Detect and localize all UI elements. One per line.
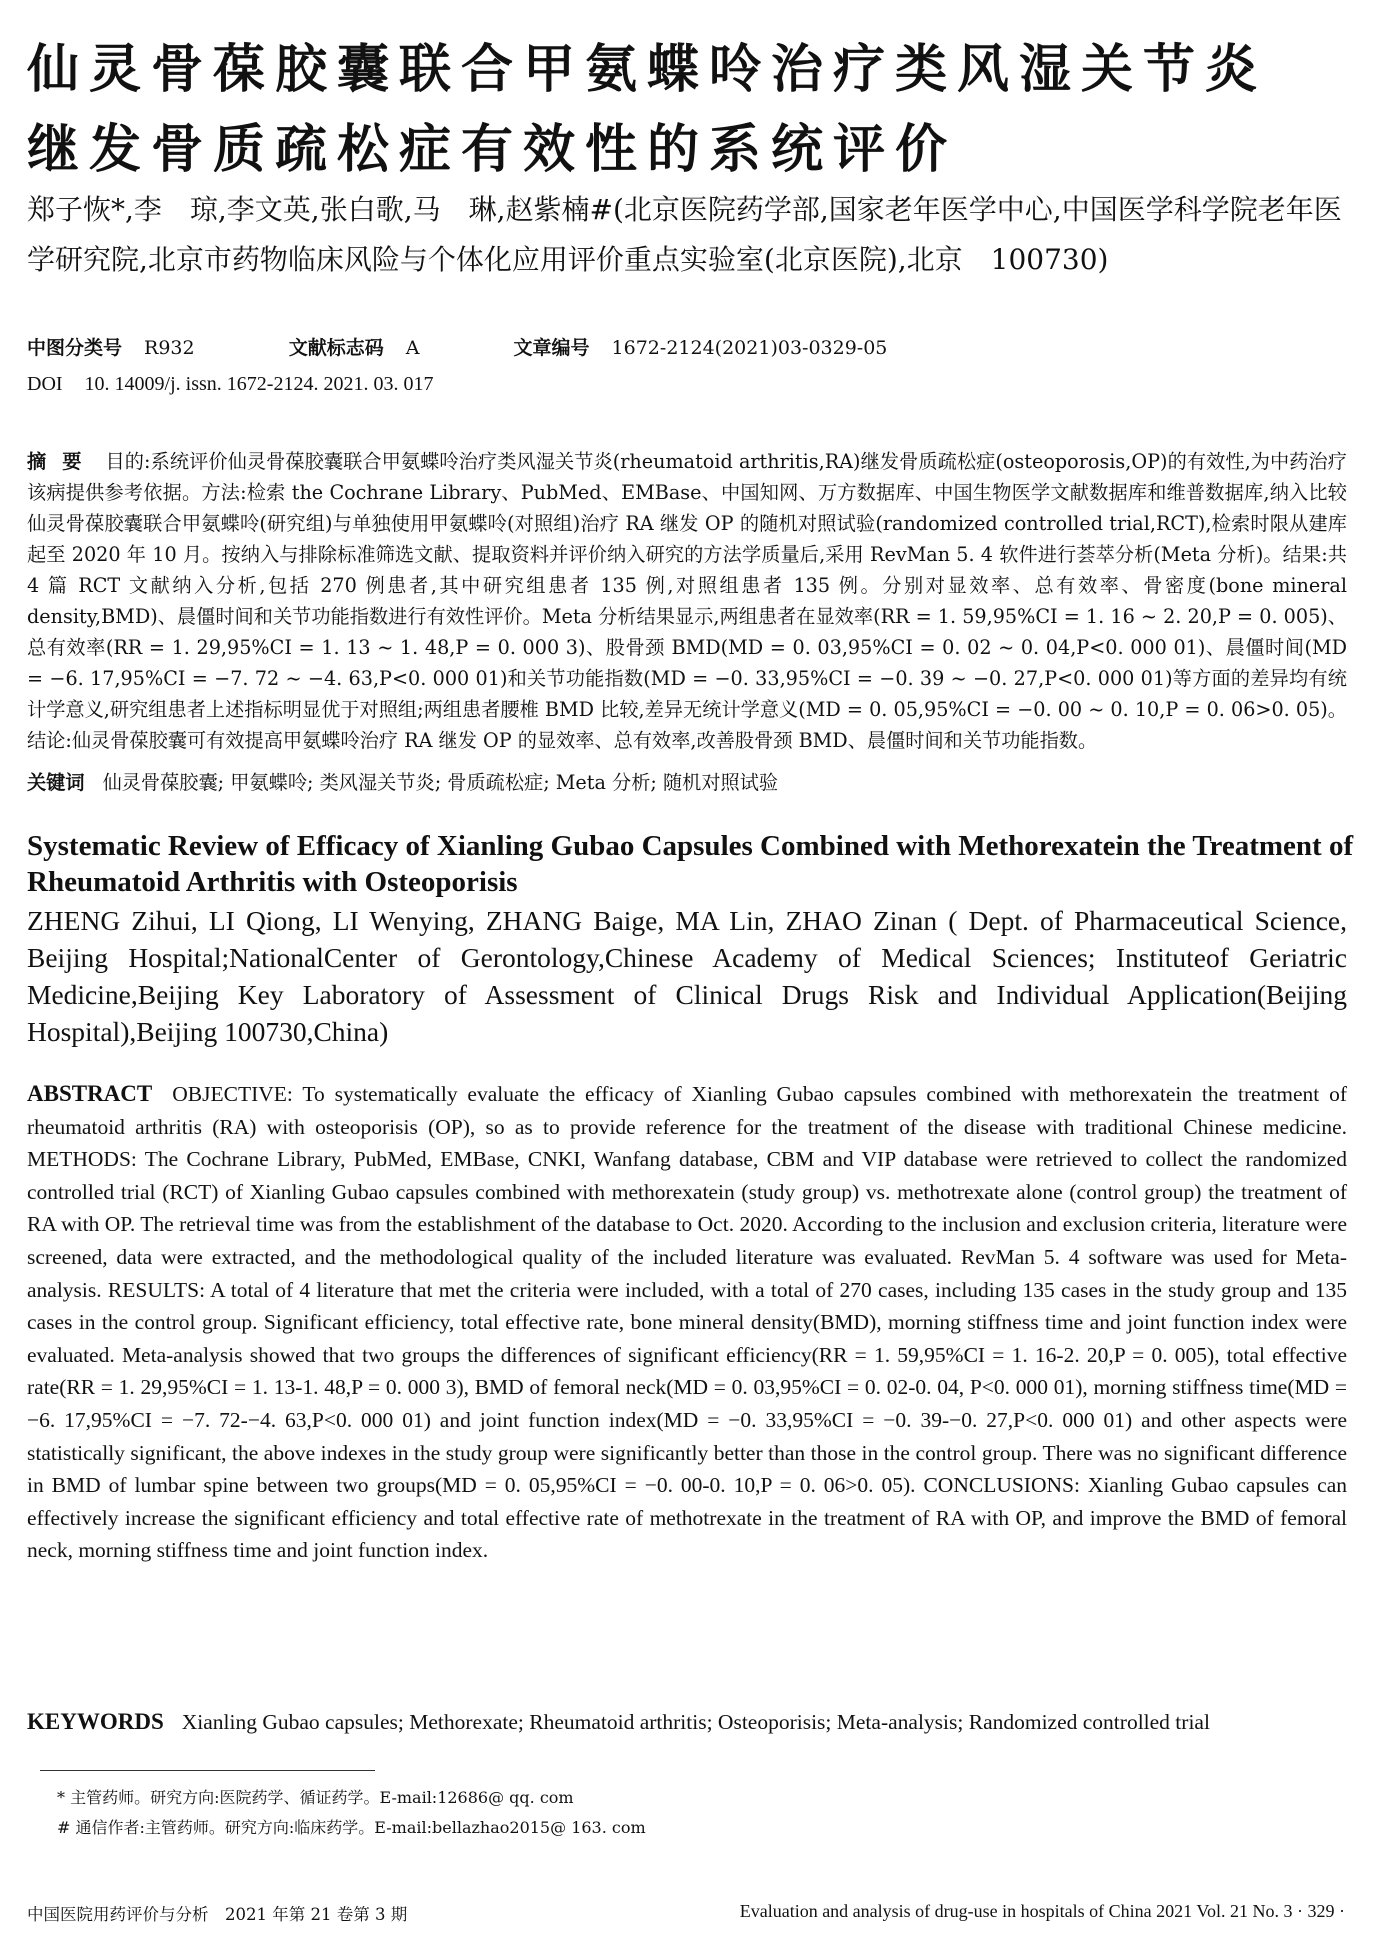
chinese-title bbox=[27, 30, 1357, 190]
english-abstract-text: OBJECTIVE: To systematically evaluate the efficacy of Xianling Gubao capsules combined with methorexatein the treatment of rheumatoid arthritis (RA) with osteoporisis (OP), so as to provide reference for the treatment of the disease with traditional Chinese medicine. METHODS: The Cochrane Library, PubMed, EMBase, CNKI, Wanfang database, CBM and VIP database were retrieved to collect the randomized controlled trial (RCT) of Xianling Gubao capsules combined with methorexatein (study group) vs. methotrexate alone (control group) the treatment of RA with OP. The retrieval time was from the establishment of the database to Oct. 2020. According to the inclusion and exclusion criteria, literature were screened, data were extracted, and the methodological quality of the included literature was evaluated. RevMan 5. 4 software was used for Meta-analysis. RESULTS: A total of 4 literature that met the criteria were included, with a total of 270 cases, including 135 cases in the study group and 135 cases in the control group. Significant efficiency, total effective rate, bone mineral density(BMD), morning stiffness time and joint function index were evaluated. Meta-analysis showed that two groups the differences of significant efficiency(RR = 1. 59,95%CI = 1. 16-2. 20,P = 0. 005), total effective rate(RR = 1. 29,95%CI = 1. 13-1. 48,P = 0. 000 3), BMD of femoral neck(MD = 0. 03,95%CI = 0. 02-0. 04, P<0. 000 01), morning stiffness time(MD = −6. 17,95%CI = −7. 72-−4. 63,P<0. 000 01) and joint function index(MD = −0. 33,95%CI = −0. 39-−0. 27,P<0. 000 01) and other aspects were statistically significant, the above indexes in the study group were significantly better than those in the control group. There was no significant difference in BMD of lumbar spine between two groups(MD = 0. 05,95%CI = −0. 00-0. 10,P = 0. 06>0. 05). CONCLUSIONS: Xianling Gubao capsules can effectively increase the significant efficiency and total effective rate of methotrexate in the treatment of RA with OP, and improve the BMD of femoral neck, morning stiffness time and joint function index. bbox=[27, 1082, 1347, 1563]
doi-row bbox=[27, 373, 433, 396]
journal-footer-english: Evaluation and analysis of drug-use in hospitals of China 2021 Vol. 21 No. 3 · 329 · bbox=[739, 1901, 1345, 1921]
english-abstract bbox=[27, 1078, 1347, 1567]
classification-row bbox=[27, 333, 887, 360]
chinese-abstract-label: 摘要 bbox=[27, 450, 98, 473]
english-authors-affiliation: ZHENG Zihui, LI Qiong, LI Wenying, ZHANG Baige, MA Lin, ZHAO Zinan ( Dept. of Pharmaceutical Science, Beijing Hospital;NationalCenter of Gerontology,Chinese Academy of Medical Sciences; Instituteof Geriatric Medicine,Beijing Key Laboratory of Assessment of Clinical Drugs Risk and Individual Application(Beijing Hospital),Beijing 100730,China) bbox=[27, 905, 1347, 1047]
article-number-label: 文章编号 bbox=[513, 337, 590, 359]
doi-label: DOI bbox=[27, 373, 63, 395]
footnote-corresponding-author: # 通信作者:主管药师。研究方向:临床药学。E-mail:bellazhao2015@ 163. com bbox=[57, 1818, 646, 1837]
journal-footer-chinese: 中国医院用药评价与分析 2021 年第 21 卷第 3 期 bbox=[27, 1905, 408, 1924]
english-title: Systematic Review of Efficacy of Xianling Gubao Capsules Combined with Methorexatein the Treatment of Rheumatoid Arthritis with Osteoporisis bbox=[27, 830, 1354, 898]
chinese-title-line-1: 仙灵骨葆胶囊联合甲氨蝶呤治疗类风湿关节炎 bbox=[27, 40, 1268, 100]
document-code-value: A bbox=[405, 337, 420, 359]
chinese-authors-affiliation: 郑子恢*,李 琼,李文英,张白歌,马 琳,赵紫楠#(北京医院药学部,国家老年医学中心,中国医学科学院老年医学研究院,北京市药物临床风险与个体化应用评价重点实验室(北京医院),北京 100730) bbox=[27, 193, 1342, 276]
english-keywords-text: Xianling Gubao capsules; Methorexate; Rheumatoid arthritis; Osteoporisis; Meta-analysis; Randomized controlled trial bbox=[181, 1710, 1210, 1734]
chinese-keywords bbox=[27, 768, 1347, 798]
english-keywords-label: KEYWORDS bbox=[27, 1709, 164, 1734]
document-code-label: 文献标志码 bbox=[288, 337, 384, 359]
doi-value: 10. 14009/j. issn. 1672-2124. 2021. 03. 017 bbox=[84, 373, 434, 395]
english-keywords bbox=[27, 1706, 1347, 1738]
footnote-first-author: * 主管药师。研究方向:医院药学、循证药学。E-mail:12686@ qq. com bbox=[57, 1788, 574, 1807]
english-abstract-label: ABSTRACT bbox=[27, 1081, 153, 1106]
footnote-divider bbox=[40, 1770, 375, 1771]
clc-value: R932 bbox=[144, 337, 195, 359]
chinese-keywords-label: 关键词 bbox=[27, 771, 85, 794]
chinese-keywords-text: 仙灵骨葆胶囊; 甲氨蝶呤; 类风湿关节炎; 骨质疏松症; Meta 分析; 随机对照试验 bbox=[102, 771, 779, 794]
chinese-abstract bbox=[27, 446, 1347, 756]
chinese-abstract-text: 目的:系统评价仙灵骨葆胶囊联合甲氨蝶呤治疗类风湿关节炎(rheumatoid arthritis,RA)继发骨质疏松症(osteoporosis,OP)的有效性,为中药治疗该病提供参考依据。方法:检索 the Cochrane Library、PubMed、EMBase、中国知网、万方数据库、中国生物医学文献数据库和维普数据库,纳入比较仙灵骨葆胶囊联合甲氨蝶呤(研究组)与单独使用甲氨蝶呤(对照组)治疗 RA 继发 OP 的随机对照试验(randomized controlled trial,RCT),检索时限从建库起至 2020 年 10 月。按纳入与排除标准筛选文献、提取资料并评价纳入研究的方法学质量后,采用 RevMan 5. 4 软件进行荟萃分析(Meta 分析)。结果:共 4 篇 RCT 文献纳入分析,包括 270 例患者,其中研究组患者 135 例,对照组患者 135 例。分别对显效率、总有效率、骨密度(bone mineral density,BMD)、晨僵时间和关节功能指数进行有效性评价。Meta 分析结果显示,两组患者在显效率(RR = 1. 59,95%CI = 1. 16 ~ 2. 20,P = 0. 005)、总有效率(RR = 1. 29,95%CI = 1. 13 ~ 1. 48,P = 0. 000 3)、股骨颈 BMD(MD = 0. 03,95%CI = 0. 02 ~ 0. 04,P<0. 000 01)、晨僵时间(MD = −6. 17,95%CI = −7. 72 ~ −4. 63,P<0. 000 01)和关节功能指数(MD = −0. 33,95%CI = −0. 39 ~ −0. 27,P<0. 000 01)等方面的差异均有统计学意义,研究组患者上述指标明显优于对照组;两组患者腰椎 BMD 比较,差异无统计学意义(MD = 0. 05,95%CI = −0. 00 ~ 0. 10,P = 0. 06>0. 05)。结论:仙灵骨葆胶囊可有效提高甲氨蝶呤治疗 RA 继发 OP 的显效率、总有效率,改善股骨颈 BMD、晨僵时间和关节功能指数。 bbox=[27, 450, 1347, 752]
clc-label: 中图分类号 bbox=[27, 337, 123, 359]
article-number-value: 1672-2124(2021)03-0329-05 bbox=[611, 337, 888, 359]
chinese-title-line-2: 继发骨质疏松症有效性的系统评价 bbox=[27, 120, 958, 180]
